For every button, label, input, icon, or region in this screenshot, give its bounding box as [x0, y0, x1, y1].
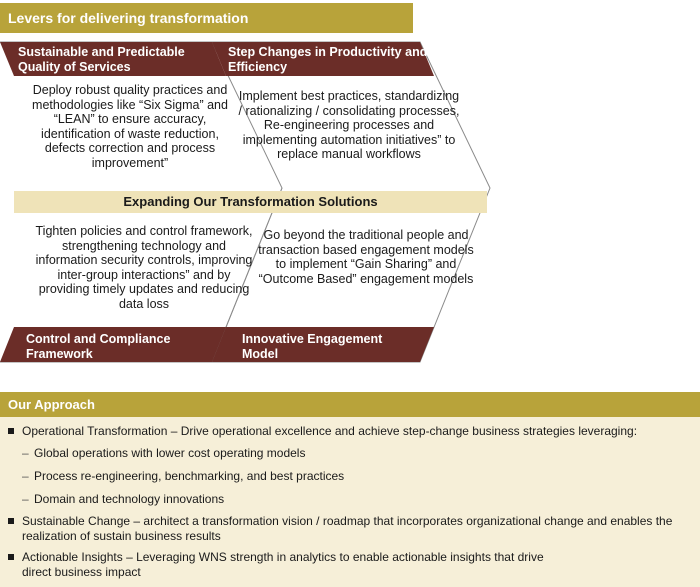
approach-sub-bullet [22, 492, 622, 507]
approach-section [0, 392, 700, 587]
approach-sub-bullet-text: Domain and technology innovations [34, 492, 225, 506]
top-right-label: Step Changes in Productivity and Efficiency [228, 45, 428, 74]
bottom-left-text: Tighten policies and control framework, strengthening technology and information security controls, improving inter-group interactions” and by providing timely updates and reducing data loss [35, 224, 253, 311]
approach-bullet-text: Operational Transformation – Drive operational excellence and achieve step-change business strategies leveraging: [22, 424, 638, 438]
approach-bullet-text: Sustainable Change – architect a transformation vision / roadmap that incorporates organizational change and enables the realization of sustain business results [22, 514, 673, 543]
bottom-left-label: Control and Compliance Framework [26, 332, 171, 361]
approach-sub-bullet [22, 469, 622, 484]
center-band-text: Expanding Our Transformation Solutions [123, 194, 378, 209]
center-band [14, 191, 487, 213]
approach-body [0, 417, 700, 587]
top-right-text: Implement best practices, standardizing / rationalizing / consolidating processes, Re-engineering processes and implementing automation initiatives” to replace manual workflows [238, 89, 460, 162]
dash-icon: – [22, 469, 29, 483]
approach-bullet-text: Actionable Insights – Leveraging WNS strength in analytics to enable actionable insights that drive direct business impact [22, 550, 544, 579]
top-left-label: Sustainable and Predictable Quality of Services [18, 45, 185, 74]
approach-title: Our Approach [8, 397, 95, 412]
approach-bullet [8, 550, 568, 580]
bottom-right-label: Innovative Engagement Model [242, 332, 383, 361]
dash-icon: – [22, 492, 29, 506]
diagram-title: Levers for delivering transformation [8, 10, 249, 26]
approach-sub-bullet-text: Global operations with lower cost operating models [34, 446, 306, 460]
bottom-right-text: Go beyond the traditional people and transaction based engagement models to implement “Gain Sharing” and “Outcome Based” engagement models [258, 228, 474, 286]
approach-sub-bullet-text: Process re-engineering, benchmarking, and best practices [34, 469, 345, 483]
approach-sub-bullet [22, 446, 622, 461]
bullet-square-icon [8, 554, 14, 560]
approach-bullet [8, 514, 694, 544]
bullet-square-icon [8, 518, 14, 524]
approach-bullet [8, 424, 694, 439]
bullet-square-icon [8, 428, 14, 434]
top-left-text: Deploy robust quality practices and methodologies like “Six Sigma” and “LEAN” to ensure accuracy, identification of waste reduction, defects correction and process improvement” [32, 83, 228, 170]
dash-icon: – [22, 446, 29, 460]
approach-title-bar [0, 393, 700, 417]
